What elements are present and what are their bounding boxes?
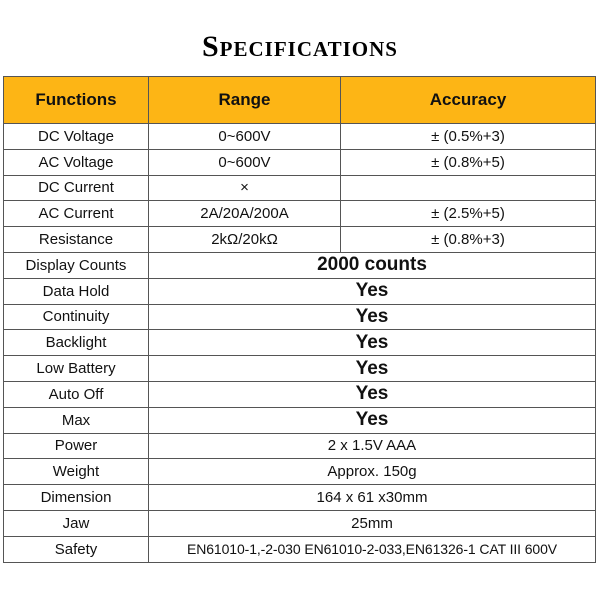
- page-title: Specifications: [202, 30, 398, 63]
- table-row: [4, 485, 596, 511]
- range-cell: 0~600V: [149, 124, 341, 150]
- range-cell: 2kΩ/20kΩ: [149, 227, 341, 253]
- function-cell: Data Hold: [4, 278, 149, 304]
- accuracy-cell: ± (0.5%+3): [341, 124, 596, 150]
- function-cell: Resistance: [4, 227, 149, 253]
- function-cell: Backlight: [4, 330, 149, 356]
- table-row: [4, 356, 596, 382]
- table-row: [4, 175, 596, 201]
- value-cell: Yes: [149, 278, 596, 304]
- table-row: [4, 407, 596, 433]
- function-cell: Continuity: [4, 304, 149, 330]
- function-cell: Max: [4, 407, 149, 433]
- header-accuracy: Accuracy: [341, 77, 596, 124]
- function-cell: DC Current: [4, 175, 149, 201]
- function-cell: AC Voltage: [4, 149, 149, 175]
- value-cell: EN61010-1,-2-030 EN61010-2-033,EN61326-1 CAT III 600V: [149, 536, 596, 562]
- header-range: Range: [149, 77, 341, 124]
- range-cell: ×: [149, 175, 341, 201]
- function-cell: Dimension: [4, 485, 149, 511]
- function-cell: DC Voltage: [4, 124, 149, 150]
- table-row: [4, 330, 596, 356]
- function-cell: AC Current: [4, 201, 149, 227]
- table-row: [4, 510, 596, 536]
- table-row: [4, 536, 596, 562]
- function-cell: Safety: [4, 536, 149, 562]
- value-cell: Yes: [149, 381, 596, 407]
- table-row: [4, 124, 596, 150]
- table-row: [4, 304, 596, 330]
- accuracy-cell: ± (0.8%+3): [341, 227, 596, 253]
- table-row: [4, 278, 596, 304]
- table-row: [4, 201, 596, 227]
- table-header-row: [4, 77, 596, 124]
- table-row: [4, 381, 596, 407]
- table-row: [4, 433, 596, 459]
- specifications-table: [3, 76, 596, 563]
- function-cell: Power: [4, 433, 149, 459]
- value-cell: 164 x 61 x30mm: [149, 485, 596, 511]
- table-row: [4, 227, 596, 253]
- table-row: [4, 459, 596, 485]
- value-cell: Yes: [149, 330, 596, 356]
- value-cell: Yes: [149, 304, 596, 330]
- value-cell: Approx. 150g: [149, 459, 596, 485]
- header-functions: Functions: [4, 77, 149, 124]
- value-cell: 2000 counts: [149, 252, 596, 278]
- accuracy-cell: [341, 175, 596, 201]
- value-cell: Yes: [149, 356, 596, 382]
- function-cell: Jaw: [4, 510, 149, 536]
- range-cell: 2A/20A/200A: [149, 201, 341, 227]
- table-row: [4, 252, 596, 278]
- function-cell: Weight: [4, 459, 149, 485]
- function-cell: Low Battery: [4, 356, 149, 382]
- accuracy-cell: ± (2.5%+5): [341, 201, 596, 227]
- function-cell: Auto Off: [4, 381, 149, 407]
- accuracy-cell: ± (0.8%+5): [341, 149, 596, 175]
- range-cell: 0~600V: [149, 149, 341, 175]
- value-cell: 25mm: [149, 510, 596, 536]
- table-row: [4, 149, 596, 175]
- value-cell: 2 x 1.5V AAA: [149, 433, 596, 459]
- function-cell: Display Counts: [4, 252, 149, 278]
- value-cell: Yes: [149, 407, 596, 433]
